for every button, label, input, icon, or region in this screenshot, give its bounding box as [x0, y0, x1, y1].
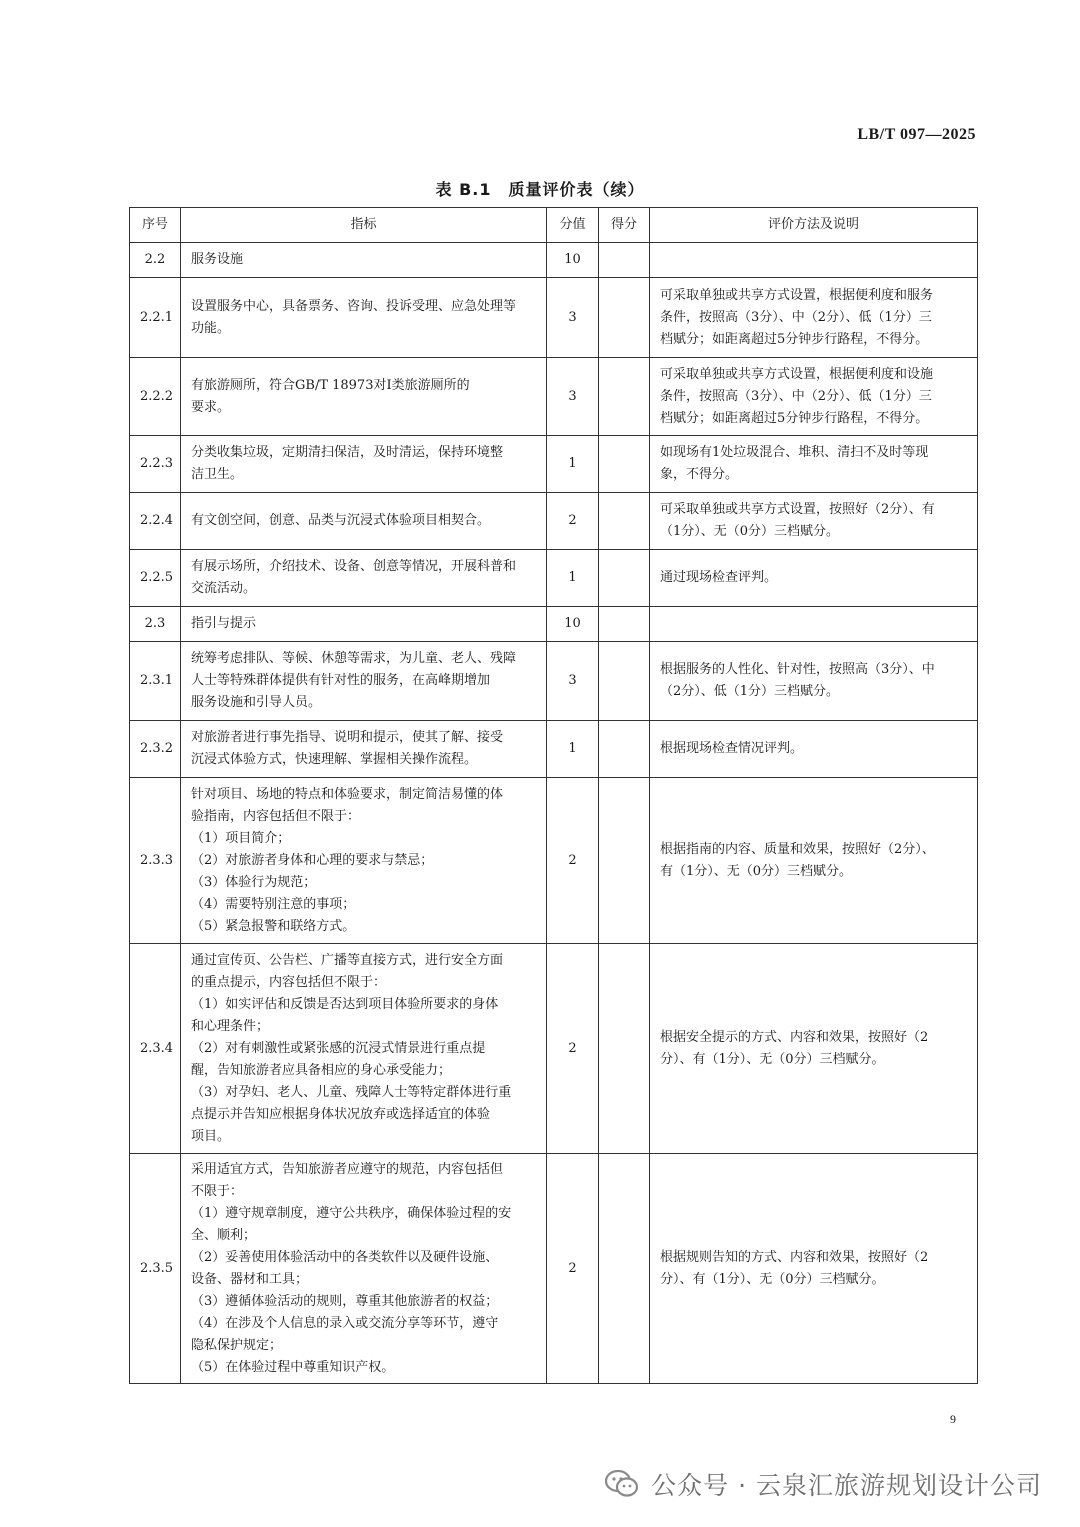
row-number: 2.3.3 — [130, 778, 181, 944]
indicator-line: 指引与提示 — [191, 616, 257, 631]
indicator-line: 有展示场所，介绍技术、设备、创意等情况，开展科普和 — [191, 559, 517, 574]
table-body — [130, 243, 978, 1384]
table-row — [130, 243, 978, 278]
row-score: 2 — [547, 1154, 599, 1384]
row-indicator — [181, 358, 547, 436]
method-line: 根据服务的人性化、针对性，按照高（3分）、中 — [660, 662, 935, 677]
method-line: 可采取单独或共享方式设置，按照好（2分）、有 — [660, 502, 935, 517]
indicator-line: 不限于： — [191, 1183, 244, 1199]
row-number: 2.3.1 — [130, 642, 181, 721]
row-number: 2.2.3 — [130, 436, 181, 493]
method-line: 分）、有（1分）、无（0分）三档赋分。 — [660, 1051, 885, 1067]
row-obtained-score — [599, 607, 650, 642]
row-method — [650, 278, 978, 358]
row-obtained-score — [599, 642, 650, 721]
row-obtained-score — [599, 944, 650, 1154]
row-indicator — [181, 642, 547, 721]
table-row — [130, 550, 978, 607]
column-header-number: 序号 — [130, 208, 181, 243]
row-indicator — [181, 278, 547, 358]
indicator-line: 验指南，内容包括但不限于： — [191, 808, 361, 824]
row-score: 1 — [547, 550, 599, 607]
row-method — [650, 436, 978, 493]
indicator-line: 人士等特殊群体提供有针对性的服务，在高峰期增加 — [191, 673, 491, 688]
indicator-line: 醒，告知旅游者应具备相应的身心承受能力； — [191, 1062, 452, 1078]
row-method — [650, 550, 978, 607]
indicator-line: 设备、器材和工具； — [191, 1271, 309, 1287]
row-obtained-score — [599, 721, 650, 778]
row-score: 3 — [547, 278, 599, 358]
indicator-line: （5）紧急报警和联络方式。 — [191, 918, 356, 934]
method-line: 如现场有1处垃圾混合、堆积、清扫不及时等现 — [660, 445, 929, 460]
row-obtained-score — [599, 278, 650, 358]
column-header-score: 分值 — [547, 208, 599, 243]
wechat-icon — [605, 1469, 639, 1499]
indicator-line: 交流活动。 — [191, 581, 257, 596]
row-score: 1 — [547, 436, 599, 493]
row-indicator — [181, 1154, 547, 1384]
indicator-line: （2）对有刺激性或紧张感的沉浸式情景进行重点提 — [191, 1040, 486, 1056]
standard-code: LB/T 097—2025 — [857, 126, 976, 143]
row-score: 2 — [547, 778, 599, 944]
table-row — [130, 607, 978, 642]
row-method — [650, 778, 978, 944]
table-row — [130, 1154, 978, 1384]
row-obtained-score — [599, 358, 650, 436]
table-row — [130, 721, 978, 778]
indicator-line: 全、顺利； — [191, 1227, 257, 1243]
indicator-line: 沉浸式体验方式，快速理解、掌握相关操作流程。 — [191, 752, 478, 767]
row-score: 1 — [547, 721, 599, 778]
row-method — [650, 721, 978, 778]
indicator-line: （1）遵守规章制度，遵守公共秩序，确保体验过程的安 — [191, 1205, 512, 1221]
row-number: 2.3.2 — [130, 721, 181, 778]
row-number: 2.2.4 — [130, 493, 181, 550]
row-indicator — [181, 243, 547, 278]
method-line: 根据安全提示的方式、内容和效果，按照好（2 — [660, 1029, 929, 1045]
row-indicator — [181, 721, 547, 778]
table-header-row — [130, 208, 978, 243]
row-number: 2.3.4 — [130, 944, 181, 1154]
indicator-line: （3）体验行为规范； — [191, 874, 317, 890]
watermark-text: 公众号 · 云泉汇旅游规划设计公司 — [651, 1471, 1042, 1500]
quality-evaluation-table — [129, 207, 978, 1384]
method-line: 根据指南的内容、质量和效果，按照好（2分）、 — [660, 841, 935, 857]
table-row — [130, 778, 978, 944]
page-number: 9 — [950, 1412, 956, 1426]
indicator-line: （1）如实评估和反馈是否达到项目体验所要求的身体 — [191, 996, 499, 1012]
row-indicator — [181, 550, 547, 607]
indicator-line: 项目。 — [191, 1128, 231, 1144]
row-obtained-score — [599, 493, 650, 550]
row-number: 2.2.5 — [130, 550, 181, 607]
indicator-line: （1）项目简介； — [191, 830, 291, 846]
method-line: 根据规则告知的方式、内容和效果，按照好（2 — [660, 1249, 929, 1265]
indicator-line: 和心理条件； — [191, 1018, 270, 1034]
indicator-line: 统筹考虑排队、等候、休憩等需求，为儿童、老人、残障 — [191, 651, 517, 666]
indicator-line: （5）在体验过程中尊重知识产权。 — [191, 1359, 395, 1375]
indicator-line: 隐私保护规定； — [191, 1337, 283, 1353]
row-score: 2 — [547, 493, 599, 550]
indicator-line: 服务设施 — [191, 252, 244, 267]
row-indicator — [181, 778, 547, 944]
method-line: （2分）、低（1分）三档赋分。 — [660, 684, 840, 699]
row-method — [650, 642, 978, 721]
row-number: 2.3 — [130, 607, 181, 642]
indicator-line: 洁卫生。 — [191, 467, 244, 482]
row-obtained-score — [599, 778, 650, 944]
row-obtained-score — [599, 550, 650, 607]
indicator-line: 针对项目、场地的特点和体验要求，制定简洁易懂的体 — [191, 786, 504, 802]
indicator-line: 服务设施和引导人员。 — [191, 695, 322, 710]
row-obtained-score — [599, 243, 650, 278]
table-row — [130, 278, 978, 358]
indicator-line: （4）需要特别注意的事项； — [191, 896, 356, 912]
indicator-line: 的重点提示，内容包括但不限于： — [191, 974, 387, 990]
method-line: 通过现场检查评判。 — [660, 570, 778, 585]
indicator-line: 分类收集垃圾，定期清扫保洁，及时清运，保持环境整 — [191, 445, 504, 460]
row-method — [650, 358, 978, 436]
row-score: 3 — [547, 642, 599, 721]
table-row — [130, 944, 978, 1154]
row-method — [650, 944, 978, 1154]
indicator-line: 设置服务中心，具备票务、咨询、投诉受理、应急处理等 — [191, 298, 517, 314]
row-number: 2.2 — [130, 243, 181, 278]
method-line: 档赋分；如距离超过5分钟步行路程，不得分。 — [660, 410, 929, 426]
indicator-line: 采用适宜方式，告知旅游者应遵守的规范，内容包括但 — [191, 1161, 504, 1177]
row-number: 2.2.1 — [130, 278, 181, 358]
row-score: 2 — [547, 944, 599, 1154]
method-line: 可采取单独或共享方式设置，根据便利度和服务 — [660, 287, 934, 303]
table-row — [130, 642, 978, 721]
indicator-line: （2）对旅游者身体和心理的要求与禁忌； — [191, 852, 434, 868]
indicator-line: 功能。 — [191, 320, 231, 336]
row-indicator — [181, 607, 547, 642]
method-line: 可采取单独或共享方式设置，根据便利度和设施 — [660, 366, 934, 382]
indicator-line: 对旅游者进行事先指导、说明和提示，使其了解、接受 — [191, 730, 504, 745]
row-score: 10 — [547, 607, 599, 642]
method-line: 分）、有（1分）、无（0分）三档赋分。 — [660, 1271, 885, 1287]
table-row — [130, 436, 978, 493]
indicator-line: 点提示并告知应根据身体状况放弃或选择适宜的体验 — [191, 1106, 491, 1122]
table-row — [130, 358, 978, 436]
row-indicator — [181, 436, 547, 493]
row-indicator — [181, 944, 547, 1154]
watermark — [605, 1466, 1042, 1502]
method-line: （1分）、无（0分）三档赋分。 — [660, 524, 840, 539]
indicator-line: （4）在涉及个人信息的录入或交流分享等环节，遵守 — [191, 1315, 499, 1331]
method-line: 档赋分；如距离超过5分钟步行路程，不得分。 — [660, 331, 929, 347]
table-title: 表 B.1 质量评价表（续） — [435, 180, 645, 199]
row-obtained-score — [599, 436, 650, 493]
row-indicator — [181, 493, 547, 550]
column-header-obtained: 得分 — [599, 208, 650, 243]
indicator-line: （3）遵循体验活动的规则，尊重其他旅游者的权益； — [191, 1293, 499, 1309]
row-method — [650, 493, 978, 550]
indicator-line: （2）妥善使用体验活动中的各类软件以及硬件设施、 — [191, 1249, 499, 1265]
method-line: 条件，按照高（3分）、中（2分）、低（1分）三 — [660, 388, 932, 404]
method-line: 条件，按照高（3分）、中（2分）、低（1分）三 — [660, 309, 932, 325]
row-score: 10 — [547, 243, 599, 278]
row-score: 3 — [547, 358, 599, 436]
method-line: 象，不得分。 — [660, 467, 739, 482]
method-line: 有（1分）、无（0分）三档赋分。 — [660, 863, 853, 879]
row-method — [650, 607, 978, 642]
row-obtained-score — [599, 1154, 650, 1384]
indicator-line: 有旅游厕所，符合GB/T 18973对Ⅰ类旅游厕所的 — [191, 377, 470, 393]
indicator-line: 要求。 — [191, 399, 231, 415]
indicator-line: （3）对孕妇、老人、儿童、残障人士等特定群体进行重 — [191, 1084, 512, 1100]
method-line: 根据现场检查情况评判。 — [660, 741, 804, 756]
row-number: 2.3.5 — [130, 1154, 181, 1384]
column-header-method: 评价方法及说明 — [650, 208, 978, 243]
indicator-line: 有文创空间，创意、品类与沉浸式体验项目相契合。 — [191, 513, 491, 528]
column-header-indicator: 指标 — [181, 208, 547, 243]
indicator-line: 通过宣传页、公告栏、广播等直接方式，进行安全方面 — [191, 952, 504, 968]
row-method — [650, 243, 978, 278]
table-row — [130, 493, 978, 550]
row-number: 2.2.2 — [130, 358, 181, 436]
row-method — [650, 1154, 978, 1384]
